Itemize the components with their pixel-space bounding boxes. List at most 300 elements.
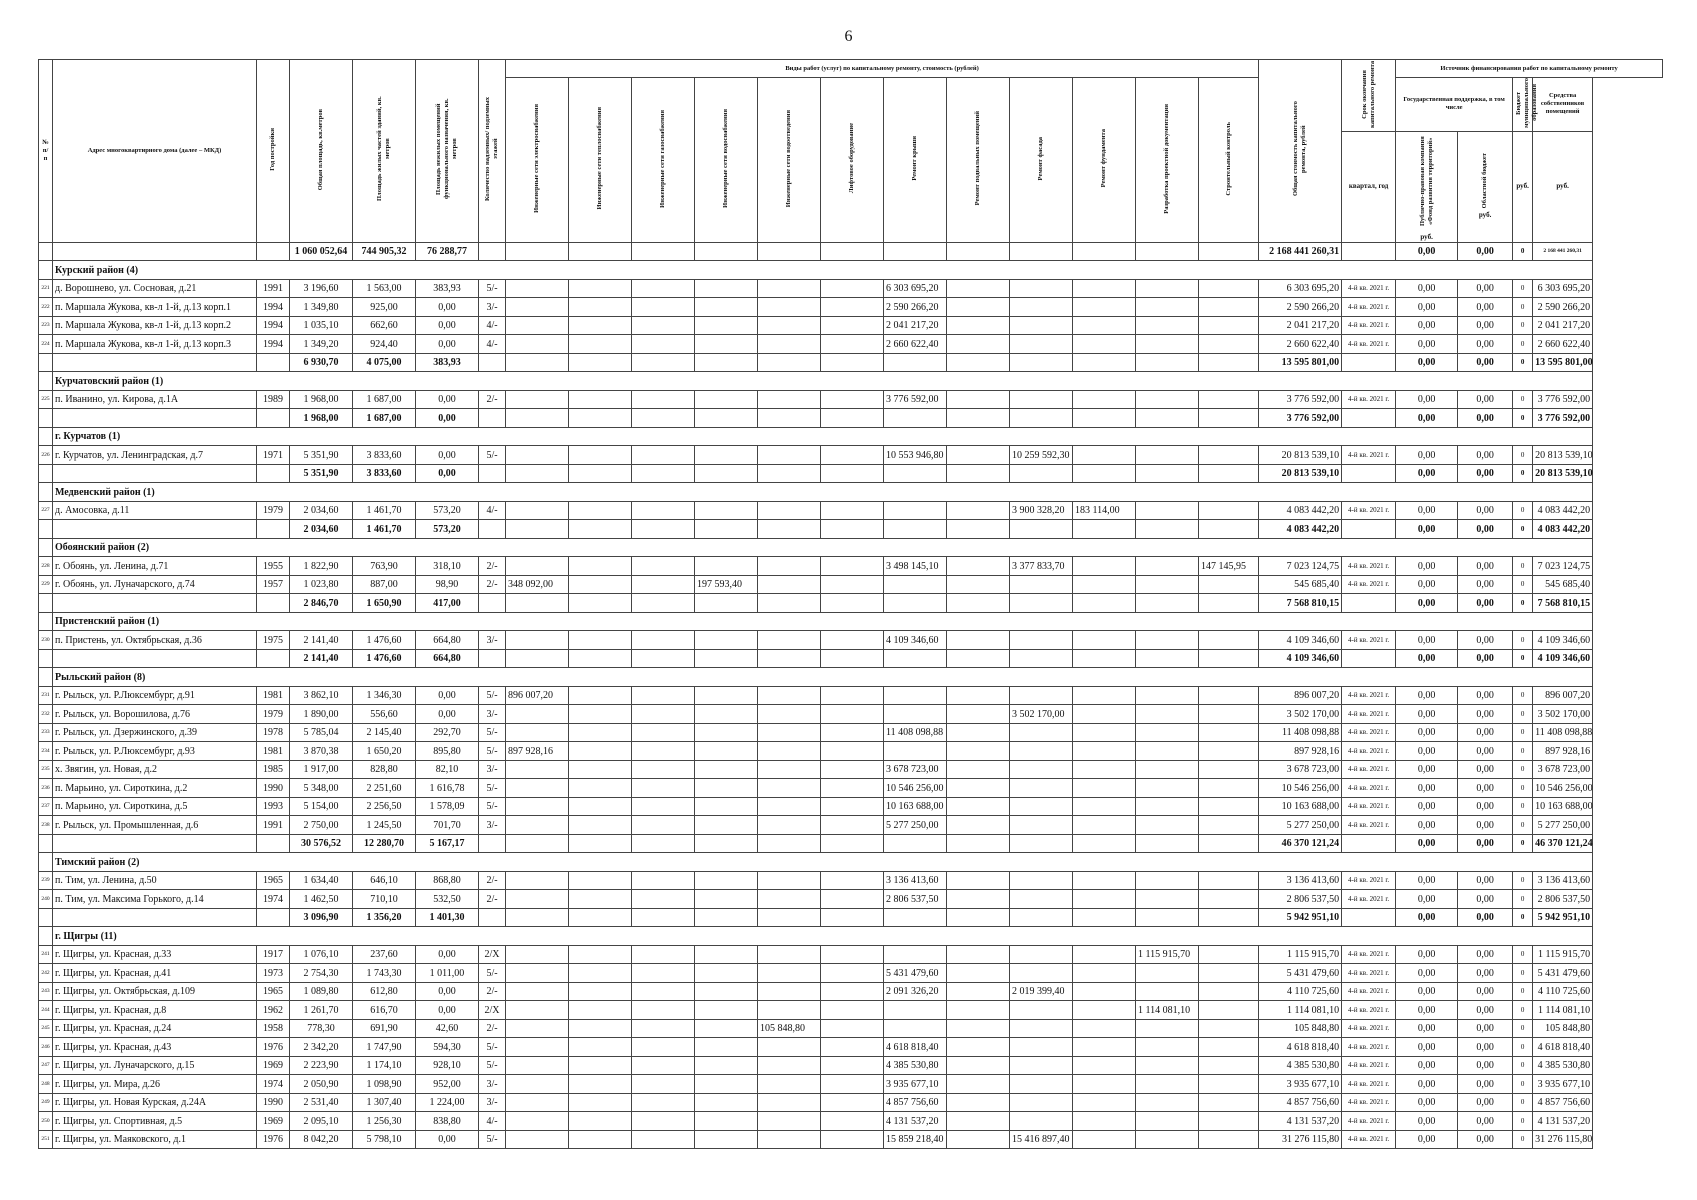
regional-cell: 0,00 (1458, 353, 1513, 372)
row-number-cell: 226 (39, 446, 53, 465)
term-cell (1342, 520, 1396, 539)
work-design-cell (1136, 982, 1199, 1001)
work-foundation-cell (1073, 316, 1136, 335)
floors-cell (479, 908, 506, 927)
municipal-cell: 0 (1513, 649, 1533, 668)
work-elec-cell (506, 908, 569, 927)
term-cell (1342, 908, 1396, 927)
work-lift-cell (821, 353, 884, 372)
regional-cell: 0,00 (1458, 335, 1513, 354)
work-sewer-cell (758, 409, 821, 428)
work-basement-cell (947, 1075, 1010, 1094)
year-cell: 1978 (257, 723, 290, 742)
total-area-cell: 2 846,70 (290, 594, 353, 613)
work-roof-cell (884, 464, 947, 483)
work-roof-cell (884, 686, 947, 705)
year-cell: 1994 (257, 298, 290, 317)
nonres-area-cell: 5 167,17 (416, 834, 479, 853)
living-area-cell: 1 098,90 (353, 1075, 416, 1094)
work-heat-cell (569, 298, 632, 317)
term-cell: 4-й кв. 2021 г. (1342, 816, 1396, 835)
work-elec-cell (506, 501, 569, 520)
work-heat-cell (569, 631, 632, 650)
year-cell (257, 594, 290, 613)
total-area-cell: 1 890,00 (290, 705, 353, 724)
work-sewer-cell (758, 279, 821, 298)
term-cell: 4-й кв. 2021 г. (1342, 298, 1396, 317)
total-cost-cell: 3 776 592,00 (1259, 390, 1342, 409)
regional-cell: 0,00 (1458, 390, 1513, 409)
work-sewer-cell (758, 723, 821, 742)
work-heat-cell (569, 1075, 632, 1094)
living-area-cell: 1 256,30 (353, 1112, 416, 1131)
nonres-area-cell: 895,80 (416, 742, 479, 761)
work-design-cell (1136, 1019, 1199, 1038)
work-facade-cell: 3 900 328,20 (1010, 501, 1073, 520)
work-sewer-cell (758, 1130, 821, 1149)
fund-cell: 0,00 (1396, 390, 1458, 409)
floors-cell: 2/- (479, 390, 506, 409)
work-facade-cell (1010, 1112, 1073, 1131)
work-roof-cell (884, 834, 947, 853)
work-water-cell (695, 816, 758, 835)
table-row (39, 779, 1663, 798)
work-facade-cell (1010, 779, 1073, 798)
work-design-cell (1136, 501, 1199, 520)
work-basement-cell (947, 945, 1010, 964)
work-heat-cell (569, 575, 632, 594)
work-elec-cell (506, 464, 569, 483)
work-gas-cell (632, 1038, 695, 1057)
total-area-cell: 1 968,00 (290, 390, 353, 409)
owners-cell: 5 277 250,00 (1533, 816, 1593, 835)
floors-cell: 5/- (479, 723, 506, 742)
work-water-cell (695, 409, 758, 428)
work-lift-cell (821, 242, 884, 261)
total-area-cell: 5 351,90 (290, 446, 353, 465)
address-cell (53, 409, 257, 428)
regional-cell: 0,00 (1458, 834, 1513, 853)
total-area-cell: 1 035,10 (290, 316, 353, 335)
table-row (39, 964, 1663, 983)
work-foundation-cell (1073, 1130, 1136, 1149)
year-cell: 1989 (257, 390, 290, 409)
work-facade-cell (1010, 945, 1073, 964)
regional-cell: 0,00 (1458, 908, 1513, 927)
nonres-area-cell: 1 578,09 (416, 797, 479, 816)
work-gas-cell (632, 446, 695, 465)
work-lift-cell (821, 797, 884, 816)
work-design-cell (1136, 649, 1199, 668)
work-control-cell (1199, 242, 1259, 261)
work-elec-cell: 896 007,20 (506, 686, 569, 705)
work-heat-cell (569, 964, 632, 983)
floors-cell: 5/- (479, 279, 506, 298)
subtotal-row (39, 649, 1663, 668)
year-cell: 1981 (257, 742, 290, 761)
work-sewer-cell (758, 501, 821, 520)
total-area-cell: 1 060 052,64 (290, 242, 353, 261)
work-facade-cell: 15 416 897,40 (1010, 1130, 1073, 1149)
total-cost-cell: 1 115 915,70 (1259, 945, 1342, 964)
work-foundation-cell (1073, 446, 1136, 465)
work-gas-cell (632, 816, 695, 835)
row-number-cell: 229 (39, 575, 53, 594)
work-facade-cell: 3 502 170,00 (1010, 705, 1073, 724)
total-cost-cell: 5 431 479,60 (1259, 964, 1342, 983)
row-number-cell: 244 (39, 1001, 53, 1020)
work-roof-cell: 2 041 217,20 (884, 316, 947, 335)
regional-cell: 0,00 (1458, 1112, 1513, 1131)
table-row (39, 1075, 1663, 1094)
term-cell: 4-й кв. 2021 г. (1342, 723, 1396, 742)
work-heat-cell (569, 742, 632, 761)
work-design-cell (1136, 520, 1199, 539)
nonres-area-cell: 0,00 (416, 316, 479, 335)
municipal-cell: 0 (1513, 1093, 1533, 1112)
work-control-cell (1199, 945, 1259, 964)
table-row (39, 446, 1663, 465)
year-cell (257, 520, 290, 539)
fund-cell: 0,00 (1396, 816, 1458, 835)
work-foundation-cell (1073, 464, 1136, 483)
work-elec-cell (506, 631, 569, 650)
nonres-area-cell: 0,00 (416, 335, 479, 354)
regional-cell: 0,00 (1458, 501, 1513, 520)
floors-cell: 2/- (479, 871, 506, 890)
work-heat-cell (569, 779, 632, 798)
work-roof-cell (884, 575, 947, 594)
regional-cell: 0,00 (1458, 1038, 1513, 1057)
table-row (39, 335, 1663, 354)
work-foundation-cell (1073, 409, 1136, 428)
work-design-cell (1136, 834, 1199, 853)
work-foundation-cell (1073, 298, 1136, 317)
municipal-cell: 0 (1513, 335, 1533, 354)
total-area-cell: 8 042,20 (290, 1130, 353, 1149)
term-cell (1342, 242, 1396, 261)
work-control-cell (1199, 594, 1259, 613)
regional-cell: 0,00 (1458, 816, 1513, 835)
work-elec-cell (506, 353, 569, 372)
regional-cell: 0,00 (1458, 964, 1513, 983)
work-facade-cell (1010, 1001, 1073, 1020)
nonres-area-cell: 0,00 (416, 1130, 479, 1149)
owners-cell: 4 857 756,60 (1533, 1093, 1593, 1112)
address-cell: г. Щигры, ул. Красная, д.33 (53, 945, 257, 964)
row-number-cell (39, 927, 53, 946)
owners-cell: 3 678 723,00 (1533, 760, 1593, 779)
work-heat-cell (569, 353, 632, 372)
floors-cell: 3/- (479, 1075, 506, 1094)
col-address-header: Адрес многоквартирного дома (далее – МКД) (53, 60, 257, 243)
term-cell: 4-й кв. 2021 г. (1342, 1075, 1396, 1094)
municipal-cell: 0 (1513, 982, 1533, 1001)
work-sewer-cell (758, 760, 821, 779)
work-roof-cell: 4 618 818,40 (884, 1038, 947, 1057)
work-heat-cell (569, 390, 632, 409)
work-roof-cell: 3 678 723,00 (884, 760, 947, 779)
living-area-cell: 1 747,90 (353, 1038, 416, 1057)
municipal-cell: 0 (1513, 557, 1533, 576)
term-cell: 4-й кв. 2021 г. (1342, 871, 1396, 890)
living-area-cell: 1 356,20 (353, 908, 416, 927)
address-cell (53, 908, 257, 927)
work-control-cell (1199, 871, 1259, 890)
term-cell: 4-й кв. 2021 г. (1342, 1019, 1396, 1038)
municipal-cell: 0 (1513, 686, 1533, 705)
work-design-cell (1136, 279, 1199, 298)
year-cell: 1973 (257, 964, 290, 983)
work-lift-cell (821, 1001, 884, 1020)
work-facade-cell (1010, 871, 1073, 890)
work-basement-cell (947, 242, 1010, 261)
owners-cell: 10 163 688,00 (1533, 797, 1593, 816)
address-cell (53, 242, 257, 261)
owners-cell: 4 110 725,60 (1533, 982, 1593, 1001)
table-row (39, 871, 1663, 890)
work-control-cell (1199, 631, 1259, 650)
total-area-cell: 5 785,04 (290, 723, 353, 742)
table-row (39, 705, 1663, 724)
floors-cell: 3/- (479, 705, 506, 724)
owners-cell: 2 590 266,20 (1533, 298, 1593, 317)
work-roof-cell: 4 131 537,20 (884, 1112, 947, 1131)
total-cost-cell: 105 848,80 (1259, 1019, 1342, 1038)
district-name: Рыльский район (8) (53, 668, 1593, 687)
row-number-cell (39, 372, 53, 391)
work-heat-cell (569, 520, 632, 539)
work-sewer-cell (758, 908, 821, 927)
work-basement-cell (947, 742, 1010, 761)
district-name: Обоянский район (2) (53, 538, 1593, 557)
term-cell: 4-й кв. 2021 г. (1342, 742, 1396, 761)
living-area-cell: 2 256,50 (353, 797, 416, 816)
fund-cell: 0,00 (1396, 686, 1458, 705)
work-foundation-cell (1073, 1112, 1136, 1131)
work-heat-cell (569, 797, 632, 816)
work-lift-cell (821, 982, 884, 1001)
total-cost-cell: 20 813 539,10 (1259, 446, 1342, 465)
total-cost-cell: 10 163 688,00 (1259, 797, 1342, 816)
municipal-cell: 0 (1513, 964, 1533, 983)
row-number-cell (39, 261, 53, 280)
work-foundation-cell (1073, 686, 1136, 705)
work-elec-cell (506, 390, 569, 409)
regional-cell: 0,00 (1458, 760, 1513, 779)
term-cell: 4-й кв. 2021 г. (1342, 945, 1396, 964)
row-number-cell: 222 (39, 298, 53, 317)
work-elec-cell (506, 316, 569, 335)
regional-cell: 0,00 (1458, 409, 1513, 428)
work-sewer-cell (758, 1075, 821, 1094)
municipal-cell: 0 (1513, 1056, 1533, 1075)
work-lift-cell (821, 649, 884, 668)
work-gas-cell (632, 908, 695, 927)
work-control-cell (1199, 908, 1259, 927)
year-cell: 1976 (257, 1038, 290, 1057)
table-row (39, 742, 1663, 761)
work-facade-cell (1010, 575, 1073, 594)
page-number: 6 (844, 28, 853, 45)
year-cell (257, 649, 290, 668)
work-elec-cell (506, 705, 569, 724)
regional-cell: 0,00 (1458, 1093, 1513, 1112)
work-sewer-cell (758, 1093, 821, 1112)
work-control-cell (1199, 705, 1259, 724)
address-cell: г. Щигры, ул. Луначарского, д.15 (53, 1056, 257, 1075)
work-water-cell (695, 723, 758, 742)
district-name: Курчатовский район (1) (53, 372, 1593, 391)
district-name: г. Щигры (11) (53, 927, 1593, 946)
municipal-cell: 0 (1513, 890, 1533, 909)
term-cell (1342, 594, 1396, 613)
address-cell: г. Щигры, ул. Красная, д.8 (53, 1001, 257, 1020)
owners-cell: 11 408 098,88 (1533, 723, 1593, 742)
nonres-area-cell: 952,00 (416, 1075, 479, 1094)
year-cell: 1991 (257, 279, 290, 298)
work-sewer-cell (758, 335, 821, 354)
work-gas-cell (632, 298, 695, 317)
work-foundation-cell (1073, 1001, 1136, 1020)
year-cell: 1917 (257, 945, 290, 964)
work-basement-cell (947, 353, 1010, 372)
address-cell: г. Щигры, ул. Новая Курская, д.24А (53, 1093, 257, 1112)
work-lift-cell (821, 1038, 884, 1057)
address-cell: п. Тим, ул. Максима Горького, д.14 (53, 890, 257, 909)
work-lift-cell (821, 335, 884, 354)
work-basement-cell (947, 705, 1010, 724)
address-cell: г. Рыльск, ул. Р.Люксембург, д.91 (53, 686, 257, 705)
work-elec-cell (506, 723, 569, 742)
term-cell: 4-й кв. 2021 г. (1342, 557, 1396, 576)
fund-cell: 0,00 (1396, 279, 1458, 298)
work-lift-cell (821, 1130, 884, 1149)
work-control-cell (1199, 390, 1259, 409)
floors-cell: 2/- (479, 575, 506, 594)
work-design-cell (1136, 816, 1199, 835)
owners-cell: 545 685,40 (1533, 575, 1593, 594)
work-lift-cell (821, 723, 884, 742)
year-cell: 1965 (257, 871, 290, 890)
work-sewer-cell (758, 1056, 821, 1075)
work-heat-cell (569, 594, 632, 613)
total-cost-cell: 4 857 756,60 (1259, 1093, 1342, 1112)
municipal-cell: 0 (1513, 298, 1533, 317)
nonres-area-cell: 928,10 (416, 1056, 479, 1075)
work-foundation-cell (1073, 1056, 1136, 1075)
work-heat-cell (569, 1038, 632, 1057)
work-facade-cell (1010, 242, 1073, 261)
owners-cell: 1 115 915,70 (1533, 945, 1593, 964)
district-header-row (39, 927, 1663, 946)
work-foundation-cell (1073, 242, 1136, 261)
total-area-cell: 2 342,20 (290, 1038, 353, 1057)
work-gas-cell (632, 335, 695, 354)
total-cost-cell: 7 568 810,15 (1259, 594, 1342, 613)
work-facade-cell (1010, 279, 1073, 298)
work-roof-cell: 5 431 479,60 (884, 964, 947, 983)
work-design-cell (1136, 298, 1199, 317)
district-header-row (39, 483, 1663, 502)
subtotal-row (39, 908, 1663, 927)
municipal-cell: 0 (1513, 1075, 1533, 1094)
nonres-area-cell: 0,00 (416, 705, 479, 724)
work-facade-cell (1010, 649, 1073, 668)
work-heat-cell (569, 1056, 632, 1075)
term-cell: 4-й кв. 2021 г. (1342, 279, 1396, 298)
col-total-cost-header: Общая стоимость капитального ремонта, рублей (1259, 60, 1342, 243)
work-foundation-cell (1073, 982, 1136, 1001)
regional-cell: 0,00 (1458, 298, 1513, 317)
row-number-cell: 231 (39, 686, 53, 705)
regional-cell: 0,00 (1458, 520, 1513, 539)
total-cost-cell: 4 083 442,20 (1259, 520, 1342, 539)
fund-cell: 0,00 (1396, 242, 1458, 261)
work-water-cell (695, 316, 758, 335)
total-cost-cell: 2 590 266,20 (1259, 298, 1342, 317)
municipal-cell: 0 (1513, 1130, 1533, 1149)
municipal-cell: 0 (1513, 353, 1533, 372)
work-elec-cell (506, 594, 569, 613)
row-number-cell (39, 483, 53, 502)
year-cell: 1981 (257, 686, 290, 705)
work-basement-cell (947, 908, 1010, 927)
address-cell: д. Ворошнево, ул. Сосновая, д.21 (53, 279, 257, 298)
work-sewer-cell (758, 520, 821, 539)
regional-cell: 0,00 (1458, 945, 1513, 964)
subtotal-row (39, 594, 1663, 613)
work-header-design: Разработка проектной документации (1136, 78, 1199, 243)
work-elec-cell (506, 1093, 569, 1112)
total-cost-cell: 3 678 723,00 (1259, 760, 1342, 779)
work-facade-cell: 10 259 592,30 (1010, 446, 1073, 465)
work-water-cell (695, 871, 758, 890)
work-control-cell (1199, 779, 1259, 798)
year-cell: 1965 (257, 982, 290, 1001)
subtotal-row (39, 409, 1663, 428)
living-area-cell: 12 280,70 (353, 834, 416, 853)
work-basement-cell (947, 390, 1010, 409)
row-number-cell: 237 (39, 797, 53, 816)
work-control-cell (1199, 1056, 1259, 1075)
work-lift-cell (821, 557, 884, 576)
table-row (39, 557, 1663, 576)
fund-cell: 0,00 (1396, 316, 1458, 335)
total-area-cell: 1 822,90 (290, 557, 353, 576)
address-cell: г. Щигры, ул. Красная, д.43 (53, 1038, 257, 1057)
work-water-cell (695, 1093, 758, 1112)
table-row (39, 797, 1663, 816)
work-water-cell (695, 557, 758, 576)
work-design-cell (1136, 1075, 1199, 1094)
total-area-cell: 30 576,52 (290, 834, 353, 853)
district-name: Пристенский район (1) (53, 612, 1593, 631)
living-area-cell: 1 307,40 (353, 1093, 416, 1112)
table-row (39, 686, 1663, 705)
work-control-cell (1199, 964, 1259, 983)
term-cell: 4-й кв. 2021 г. (1342, 779, 1396, 798)
table-row (39, 723, 1663, 742)
living-area-cell: 691,90 (353, 1019, 416, 1038)
living-area-cell: 744 905,32 (353, 242, 416, 261)
regional-cell: 0,00 (1458, 649, 1513, 668)
work-elec-cell (506, 1001, 569, 1020)
nonres-area-cell: 868,80 (416, 871, 479, 890)
living-area-cell: 2 251,60 (353, 779, 416, 798)
work-basement-cell (947, 316, 1010, 335)
work-water-cell (695, 779, 758, 798)
